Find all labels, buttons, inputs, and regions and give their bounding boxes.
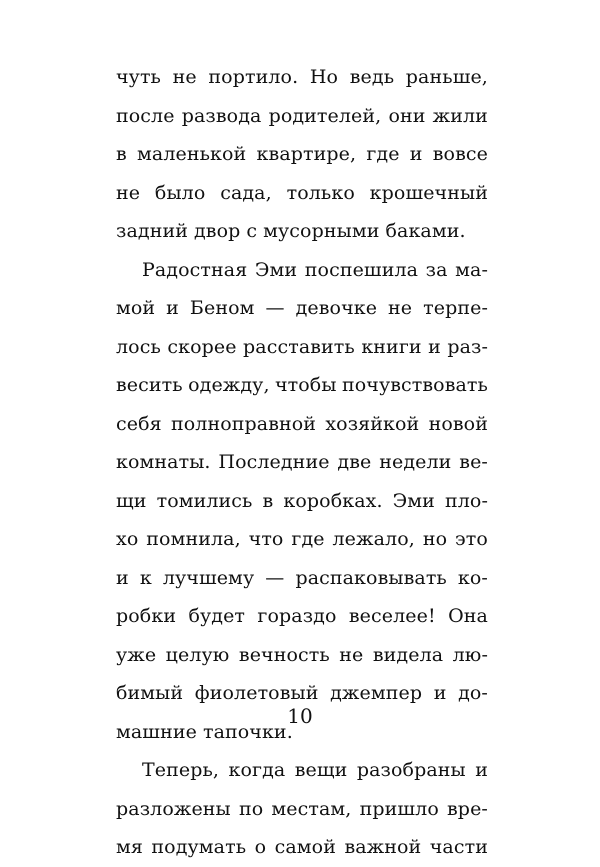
word: Радостная <box>142 258 248 281</box>
word: себя <box>116 412 162 435</box>
word: где <box>366 143 400 165</box>
word: книги <box>361 335 422 358</box>
word: пришло <box>359 797 439 820</box>
word: только <box>286 181 355 204</box>
word: разложены <box>116 797 231 820</box>
word: и <box>116 566 129 589</box>
text-line <box>116 443 488 482</box>
word: двор <box>193 220 241 242</box>
word: задний <box>116 220 188 242</box>
text-line <box>116 366 488 405</box>
word: распаковывать <box>295 566 447 589</box>
word: Она <box>448 605 488 627</box>
text-line <box>116 97 488 136</box>
word: чтобы <box>275 374 337 396</box>
word: лежало, <box>332 528 415 550</box>
word: веселее! <box>348 605 436 627</box>
word: недели <box>379 451 452 473</box>
text-line <box>116 636 488 675</box>
word: что <box>248 528 284 550</box>
word: робки <box>116 605 177 627</box>
word: ведь <box>349 66 395 88</box>
word: после <box>116 104 175 127</box>
word: уже <box>116 643 157 666</box>
word: будет <box>188 605 246 627</box>
word: две <box>337 451 372 473</box>
word: самой <box>274 836 336 858</box>
word: Беном <box>189 297 255 319</box>
word: маленькой <box>137 143 247 165</box>
word: весить <box>116 374 183 396</box>
word: хозяйкой <box>325 412 420 435</box>
word: хо <box>116 528 139 550</box>
word: родителей, <box>268 104 382 127</box>
word: крошечный <box>369 181 488 204</box>
word: раньше, <box>405 66 488 88</box>
word: о <box>254 836 267 858</box>
word: Эми <box>392 489 435 512</box>
word: лучшему <box>162 566 255 589</box>
word: тапочки. <box>202 720 293 743</box>
text-line <box>116 790 488 829</box>
word: где <box>291 528 325 550</box>
word: ма- <box>455 258 488 281</box>
text-line <box>116 520 488 559</box>
text-line <box>116 482 488 521</box>
word: в <box>262 489 274 512</box>
word: не <box>339 643 364 666</box>
text-line <box>116 289 488 328</box>
word: не <box>388 297 413 319</box>
word: машние <box>116 720 197 743</box>
word: было <box>154 181 206 204</box>
text-line <box>116 559 488 598</box>
text-line <box>116 135 488 174</box>
word: видела <box>372 643 444 666</box>
word: скорее <box>167 335 237 358</box>
word: не <box>116 181 141 204</box>
word: ве- <box>459 451 488 473</box>
word: вечность <box>238 643 330 666</box>
word: Эми <box>254 258 298 281</box>
word: развода <box>181 104 262 127</box>
word: бимый <box>116 682 184 704</box>
word: джемпер <box>330 682 423 704</box>
word: — <box>265 566 285 589</box>
word: части <box>429 836 488 858</box>
word: пло- <box>444 489 488 512</box>
word: Теперь, <box>142 759 220 781</box>
word: вещи <box>294 759 348 781</box>
word: поспешила <box>304 258 419 281</box>
text-line <box>116 58 488 97</box>
word: — <box>265 297 285 319</box>
word: и <box>433 682 447 704</box>
word: это <box>455 528 488 550</box>
word: к <box>139 566 152 589</box>
word: фиолетовый <box>194 682 319 704</box>
word: подумать <box>151 836 247 858</box>
word: не <box>172 66 197 88</box>
word: томились <box>156 489 253 512</box>
word: и <box>409 143 423 165</box>
body-text <box>116 58 488 867</box>
text-line <box>116 751 488 790</box>
word: ко- <box>457 566 488 589</box>
word: новой <box>428 412 488 435</box>
word: квартире, <box>256 143 357 165</box>
word: разобраны <box>356 759 466 781</box>
word: важной <box>344 836 422 858</box>
word: по <box>238 797 264 820</box>
word: мя <box>116 836 143 858</box>
word: мой <box>116 297 156 319</box>
word: раз- <box>447 335 488 358</box>
word: лю- <box>452 643 488 666</box>
word: Последние <box>218 451 330 473</box>
word: сада, <box>220 181 272 204</box>
word: и <box>428 335 441 358</box>
word: помнила, <box>146 528 241 550</box>
text-line <box>116 828 488 867</box>
word: Но <box>309 66 339 88</box>
word: целую <box>165 643 230 666</box>
word: они <box>388 104 426 127</box>
word: с <box>246 220 258 242</box>
word: комнаты. <box>116 451 211 473</box>
text-line <box>116 174 488 213</box>
text-line <box>116 212 488 251</box>
word: в <box>116 143 127 165</box>
text-line <box>116 597 488 636</box>
text-line <box>116 251 488 290</box>
word: портило. <box>208 66 299 88</box>
text-line <box>116 405 488 444</box>
word: мусорными <box>263 220 380 242</box>
text-line <box>116 328 488 367</box>
word: девочке <box>295 297 378 319</box>
word: расставить <box>243 335 355 358</box>
word: и <box>475 759 488 781</box>
word: жили <box>432 104 488 127</box>
word: но <box>422 528 448 550</box>
word: одежду, <box>188 374 270 396</box>
word: коробках. <box>283 489 383 512</box>
word: чуть <box>116 66 161 88</box>
word: гораздо <box>257 605 337 627</box>
page-number: 10 <box>287 704 313 728</box>
word: терпе- <box>423 297 488 319</box>
word: когда <box>228 759 286 781</box>
word: баками. <box>385 220 466 242</box>
word: лось <box>116 335 161 358</box>
word: щи <box>116 489 147 512</box>
word: за <box>425 258 448 281</box>
word: полноправной <box>170 412 317 435</box>
word: местам, <box>271 797 352 820</box>
word: почувствовать <box>341 374 488 396</box>
word: и <box>166 297 179 319</box>
word: вовсе <box>432 143 488 165</box>
word: вре- <box>447 797 488 820</box>
word: до- <box>458 682 488 704</box>
